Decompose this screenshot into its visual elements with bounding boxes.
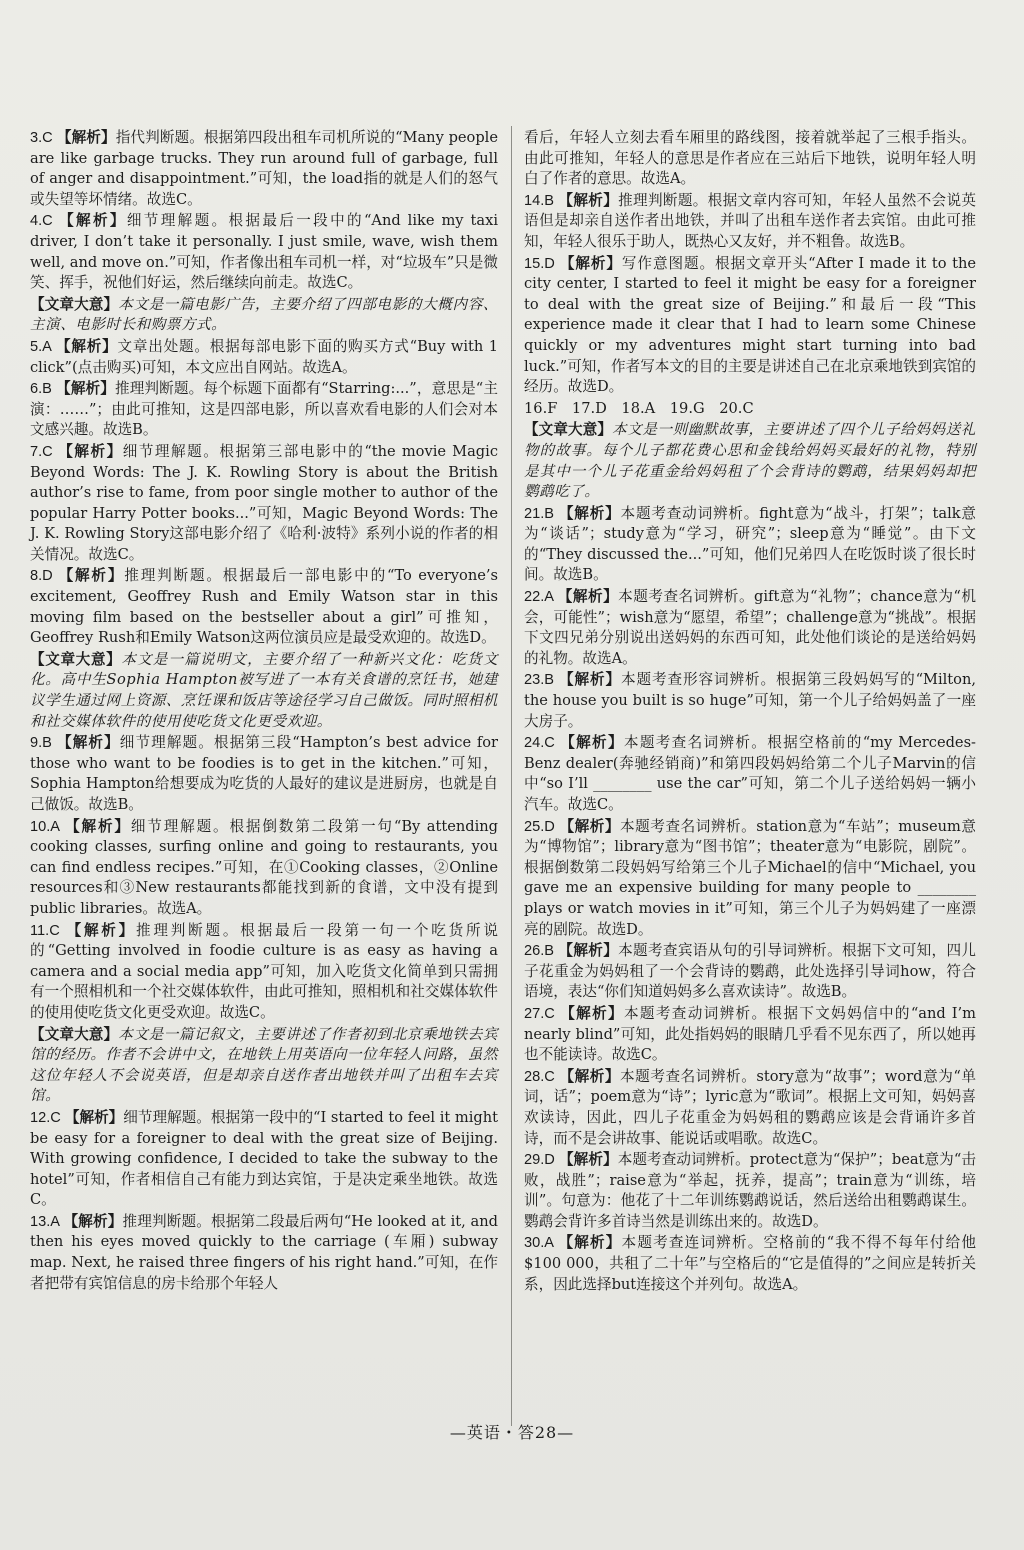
continued-text: 看后，年轻人立刻去看车厢里的路线图，接着就举起了三根手指头。由此可推知，年轻人的意思是作者应在三站后下地铁，说明年轻人明白了作者的意思。故选A。 [524,129,976,188]
analysis-text: 本题考查动词辨析。根据下文妈妈信中的“and I’m nearly blind”可知，此处指妈妈的眼睛几乎看不见东西了，所以她再也不能读诗。故选C。 [524,1004,976,1064]
answer-number: 9.B [30,735,58,752]
answer-item [524,191,976,253]
summary-text: 本文是一则幽默故事，主要讲述了四个儿子给妈妈送礼物的故事。每个儿子都花费心思和金钱给妈妈买最好的礼物，特别是其中一个儿子花重金给妈妈租了个会背诗的鹦鹉，结果妈妈却把鹦鹉吃了。 [524,421,976,501]
article-summary [30,295,498,336]
summary-text: 本文是一篇说明文，主要介绍了一种新兴文化：吃货文化。高中生Sophia Hampton被写进了一本有关食谱的烹饪书，她建议学生通过网上资源、烹饪课和饭店等途径学习自己做饭。同时照相机和社交媒体软件的使用使吃货文化更受欢迎。 [30,650,498,730]
answer-item [524,504,976,586]
answer-number: 7.C [30,443,59,460]
analysis-label: 【解析】 [58,567,125,585]
page-footer: —英语・答28— [449,1423,575,1442]
analysis-text: 推理判断题。根据文章内容可知，年轻人虽然不会说英语但是却亲自送作者出地铁，并叫了出租车送作者去宾馆。由此可推知，年轻人很乐于助人，既热心又友好，并不粗鲁。故选B。 [524,191,976,250]
analysis-label: 【解析】 [57,734,120,752]
answer-number: 22.A [524,589,558,606]
answer-number: 4.C [30,213,60,230]
analysis-label: 【解析】 [64,1108,124,1126]
analysis-text: 本题考查动词辨析。protect意为“保护”；beat意为“击败，战胜”；raise意为“举起，抚养，提高”；train意为“训练，培训”。句意为：他花了十二年训练鹦鹉说话，然后送给出租鹦鹉谋生。鹦鹉会背许多首诗当然是训练出来的。故选D。 [524,1151,976,1230]
analysis-label: 【解析】 [558,191,619,209]
answer-number: 25.D [524,818,560,835]
article-summary [30,1025,498,1107]
analysis-text: 文章出处题。根据每部电影下面的购买方式“Buy with 1 click”(点击购买)可知，本文应出自网站。故选A。 [30,337,498,376]
analysis-label: 【解析】 [559,817,621,835]
answer-item [524,670,976,732]
answer-item [30,211,498,293]
left-column [30,128,498,1295]
answer-list: 16.F 17.D 18.A 19.G 20.C [524,399,754,417]
analysis-text: 指代判断题。根据第四段出租车司机所说的“Many people are like garbage trucks. They run around full of garbage, full of anger and disappointment.”可知，the load指的就是人们的怒气或失望等坏情绪。故选C。 [30,129,498,208]
answer-item [524,587,976,669]
answer-item [524,941,976,1003]
analysis-label: 【解析】 [558,1151,618,1169]
summary-text: 本文是一篇电影广告，主要介绍了四部电影的大概内容、主演、电影时长和购票方式。 [30,295,498,334]
answer-number: 21.B [524,505,559,522]
analysis-text: 细节理解题。根据最后一段中的“And like my taxi driver, I don’t take it personally. I just smile, wave, wish them well, and move on.”可知，作者像出租车司机一样，对“垃圾车”只是微笑、挥手，祝他们好运，然后继续向前走。故选C。 [30,212,498,292]
article-summary [30,650,498,732]
article-summary [524,420,976,502]
analysis-text: 本题考查动词辨析。fight意为“战斗，打架”；talk意为“谈话”；study意为“学习，研究”；sleep意为“睡觉”。由下文的“They discussed the...”可知，他们兄弟四人在吃饭时谈了很长时间。故选B。 [524,504,976,584]
summary-label: 【文章大意】 [30,1025,119,1043]
analysis-text: 本题考查名词辨析。station意为“车站”；museum意为“博物馆”；library意为“图书馆”；theater意为“电影院，剧院”。根据倒数第二段妈妈写给第三个儿子Michael的信中“Michael, you gave me an expensive building for many people to ________ plays or watch movies in it”可知，第三个儿子为妈妈建了一座漂亮的剧院。故选D。 [524,817,976,938]
answer-number: 14.B [524,192,559,209]
analysis-label: 【解析】 [558,504,621,522]
analysis-label: 【解析】 [55,337,118,355]
analysis-text: 细节理解题。根据第三部电影中的“the movie Magic Beyond Words: The J. K. Rowling Story is about the British author’s rise to fame, from poor single mother to author of the popular Harry Potter books...”可知，Magic Beyond Words: The J. K. Rowling Story这部电影介绍了《哈利·波特》系列小说的作者的相关情况。故选C。 [30,442,498,563]
answer-number: 23.B [524,672,559,689]
answer-number: 15.D [524,255,560,272]
answer-number: 3.C [30,130,57,146]
column-divider [511,126,512,1426]
analysis-label: 【解析】 [56,129,116,146]
analysis-text: 本题考查连词辨析。空格前的“我不得不每年付给他$100 000，共租了二十年”与空格后的“它是值得的”之间应是转折关系，因此选择but连接这个并列句。故选A。 [524,1234,976,1293]
answer-number: 5.A [30,338,56,355]
answer-number: 27.C [524,1005,561,1022]
answer-number: 29.D [524,1152,559,1169]
answer-item [524,1067,976,1149]
answer-item [30,337,498,378]
answer-item [30,566,498,648]
answer-number: 6.B [30,381,57,398]
answer-number: 28.C [524,1068,560,1085]
analysis-text: 本题考查名词辨析。story意为“故事”；word意为“单词，话”；poem意为“诗”；lyric意为“歌词”。根据上文可知，妈妈喜欢读诗，因此，四儿子花重金为妈妈租的鹦鹉应该是会背诵许多首诗，而不是会讲故事、能说话或唱歌。故选C。 [524,1067,976,1147]
analysis-text: 推理判断题。每个标题下面都有“Starring:...”，意思是“主演：……”；由此可推知，这是四部电影，所以喜欢看电影的人们会对本文感兴趣。故选B。 [30,380,498,439]
answer-number: 30.A [524,1235,559,1252]
analysis-text: 本题考查名词辨析。根据空格前的“my Mercedes-Benz dealer(奔驰经销商)”和第四段妈妈给第二个儿子Marvin的信中“so I’ll ________ use the car”可知，第二个儿子送给妈妈一辆小汽车。故选C。 [524,734,976,813]
answer-number: 11.C [30,922,67,939]
analysis-label: 【解析】 [557,588,619,606]
analysis-label: 【解析】 [558,1234,622,1252]
analysis-text: 推理判断题。根据最后一部电影中的“To everyone’s excitement, Geoffrey Rush and Emily Watson star in this moving film based on the bestseller about a girl”可推知，Geoffrey Rush和Emily Watson这两位演员应是最受欢迎的。故选D。 [30,567,498,647]
answer-item [524,1004,976,1066]
answer-item [524,1150,976,1232]
summary-text: 本文是一篇记叙文，主要讲述了作者初到北京乘地铁去宾馆的经历。作者不会讲中文，在地铁上用英语向一位年轻人问路，虽然这位年轻人不会说英语，但是却亲自送作者出地铁并叫了出租车去宾馆。 [30,1025,498,1105]
analysis-text: 推理判断题。根据第二段最后两句“He looked at it, and then his eyes moved quickly to the carriage (车厢) subway map. Next, he raised three fingers of his right hand.”可知，在作者把带有宾馆信息的房卡给那个年轻人 [30,1212,498,1292]
answer-item [30,817,498,920]
analysis-text: 推理判断题。根据最后一段第一句一个吃货所说的“Getting involved in foodie culture is as easy as having a camera and a social media app”可知，加入吃货文化简单到只需拥有一个照相机和一个社交媒体软件，由此可推知，照相机和社交媒体软件的使用使吃货文化更受欢迎。故选C。 [30,921,498,1021]
answer-item [524,1233,976,1295]
answer-item [30,128,498,210]
analysis-label: 【解析】 [58,442,123,460]
answer-number: 10.A [30,818,66,835]
answer-number: 13.A [30,1213,64,1230]
analysis-text: 本题考查形容词辨析。根据第三段妈妈写的“Milton, the house you built is so huge”可知，第一个儿子给妈妈盖了一座大房子。 [524,671,976,730]
analysis-text: 写作意图题。根据文章开头“After I made it to the city center, I started to feel it might be easy for a foreigner to deal with the great size of Beijing.”和最后一段“This experience made it clear that I had to learn some Chinese quickly or my adventures might start turning into bad luck.”可知，作者写本文的目的主要是讲述自己在北京乘地铁到宾馆的经历。故选D。 [524,254,976,396]
analysis-text: 本题考查名词辨析。gift意为“礼物”；chance意为“机会，可能性”；wish意为“愿望，希望”；challenge意为“挑战”。根据下文四兄弟分别说出送妈妈的东西可知，此处他们谈论的是送给妈妈的礼物。故选A。 [524,588,976,667]
right-column [524,128,976,1296]
answer-item [524,254,976,398]
summary-label: 【文章大意】 [30,295,119,313]
answer-number: 12.C [30,1109,65,1126]
analysis-label: 【解析】 [560,734,624,752]
analysis-text: 细节理解题。根据第三段“Hampton’s best advice for those who want to be foodies is to get in the kitchen.”可知，Sophia Hampton给想要成为吃货的人最好的建议是进厨房，也就是自己做饭。故选B。 [30,734,498,813]
analysis-label: 【解析】 [559,254,622,272]
analysis-text: 本题考查宾语从句的引导词辨析。根据下文可知，四儿子花重金为妈妈租了一个会背诗的鹦鹉，此处选择引导词how，符合语境，表达“你们知道妈妈多么喜欢读诗”。故选B。 [524,942,976,1001]
analysis-label: 【解析】 [65,817,131,835]
analysis-label: 【解析】 [558,942,619,960]
analysis-label: 【解析】 [63,1212,123,1230]
answer-item [30,1212,498,1294]
analysis-label: 【解析】 [559,1067,621,1085]
answer-item [30,733,498,815]
answer-item [30,379,498,441]
summary-label: 【文章大意】 [30,650,122,668]
analysis-label: 【解析】 [56,380,115,398]
analysis-text: 细节理解题。根据第一段中的“I started to feel it might be easy for a foreigner to deal with the great size of Beijing. With growing confidence, I decided to take the subway to the hotel”可知，作者相信自己有能力到达宾馆，于是决定乘坐地铁。故选C。 [30,1108,498,1209]
analysis-label: 【解析】 [559,671,622,689]
analysis-text: 细节理解题。根据倒数第二段第一句“By attending cooking classes, surfing online and going to restaurants, you can find endless recipes.”可知，在①Cooking classes，②Online resources和③New restaurants都能找到新的食谱，文中没有提到public libraries。故选A。 [30,817,498,917]
answer-number: 26.B [524,943,559,960]
answer-item [30,442,498,566]
answer-number: 8.D [30,568,59,585]
answer-item [30,921,498,1024]
answer-number: 24.C [524,735,561,752]
analysis-label: 【解析】 [560,1004,624,1022]
answer-item [30,1108,498,1211]
answer-item [524,817,976,941]
analysis-label: 【解析】 [66,921,137,939]
summary-label: 【文章大意】 [524,421,613,439]
answer-item [524,733,976,815]
analysis-label: 【解析】 [59,212,127,230]
